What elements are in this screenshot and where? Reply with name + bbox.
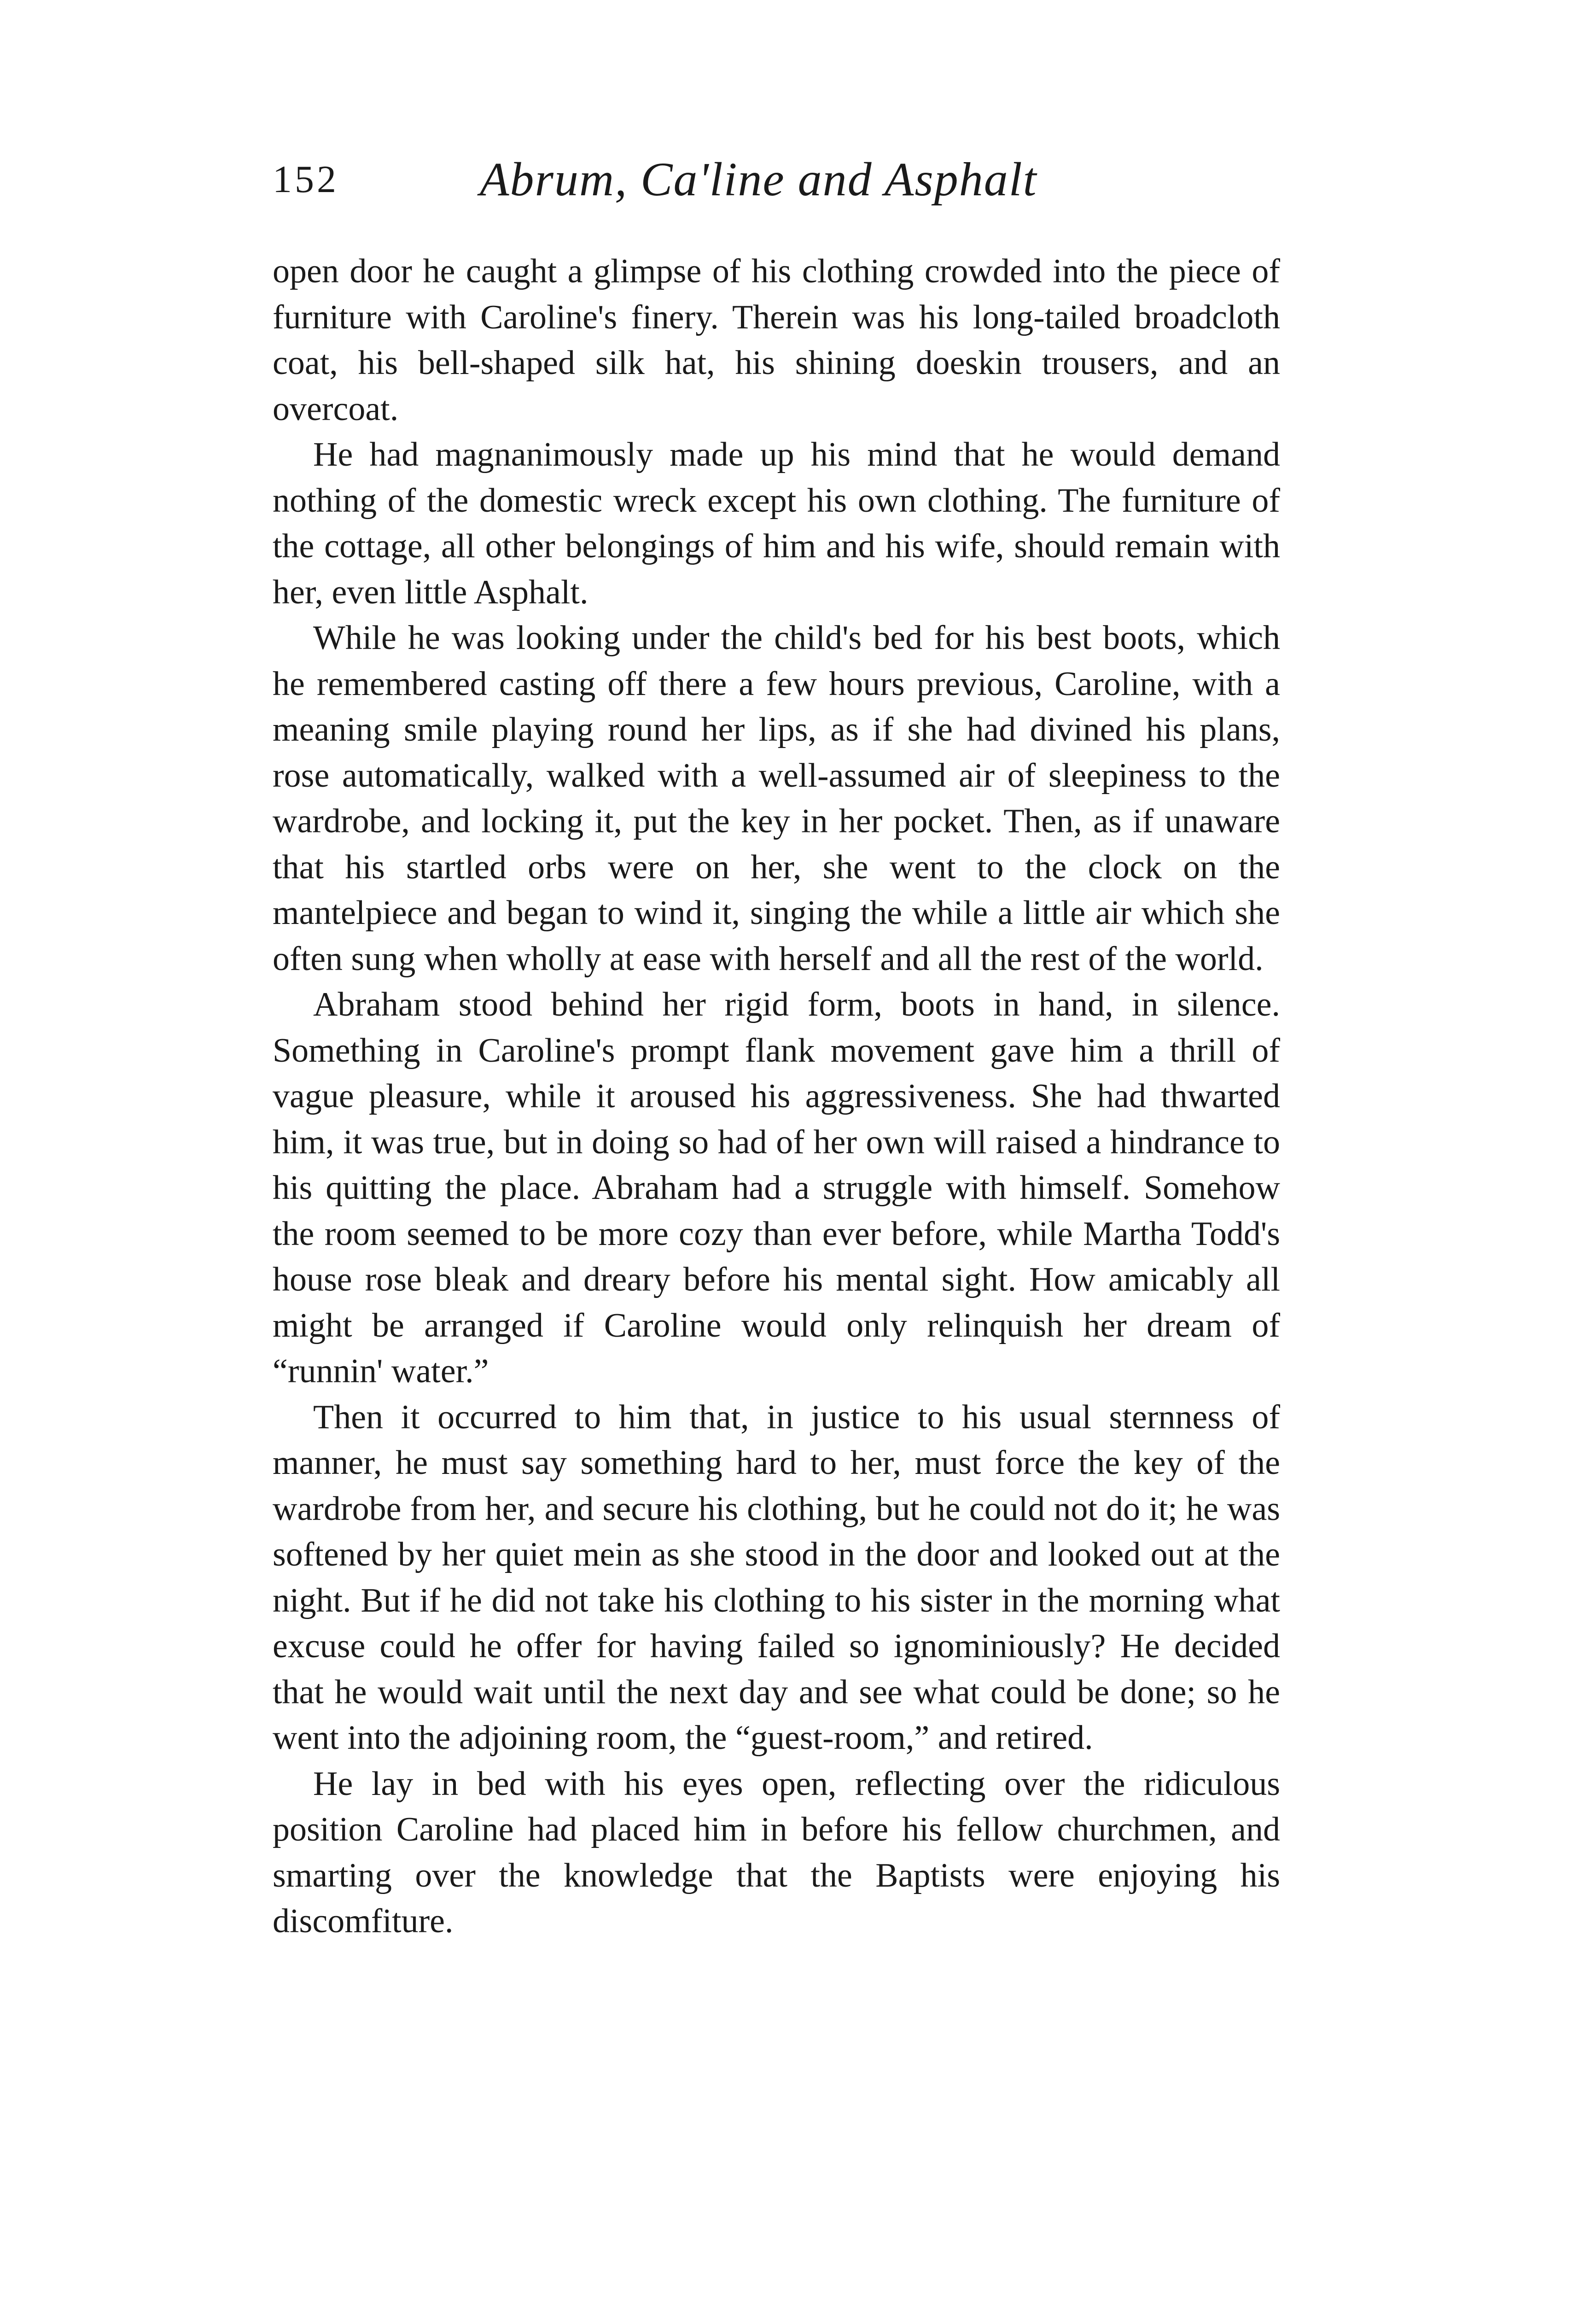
paragraph-5: Then it occurred to him that, in justice to his usual sternness of manner, he must say something hard to her, must force the key of the wardrobe from her, and secure his clothing, but he could not do it; he was softened by her quiet mein as she stood in the door and looked out at the night. But if he did not take his clothing to his sister in the morning what excuse could he offer for having failed so ignominiously? He decided that he would wait until the next day and see what could be done; so he went into the adjoining room, the “guest-room,” and retired.: [273, 1398, 1280, 1757]
paragraph-6: He lay in bed with his eyes open, reflecting over the ridiculous position Caroline had placed him in before his fellow churchmen, and smarting over the knowledge that the Baptists were enjoying his discomfiture.: [273, 1765, 1280, 1940]
paragraph-4: Abraham stood behind her rigid form, boots in hand, in silence. Something in Caroline's prompt flank movement gave him a thrill of vague pleasure, while it aroused his aggressiveness. She had thwarted him, it was true, but in doing so had of her own will raised a hindrance to his quitting the place. Abraham had a struggle with himself. Somehow the room seemed to be more cozy than ever before, while Martha Todd's house rose bleak and dreary before his mental sight. How amicably all might be arranged if Caroline would only relinquish her dream of “runnin' water.”: [273, 986, 1280, 1390]
body-text: [273, 249, 1280, 1945]
paragraph-3: While he was looking under the child's bed for his best boots, which he remembered casting off there a few hours previous, Caroline, with a meaning smile playing round her lips, as if she had divined his plans, rose automatically, walked with a well-assumed air of sleepiness to the wardrobe, and locking it, put the key in her pocket. Then, as if unaware that his startled orbs were on her, she went to the clock on the mantelpiece and began to wind it, singing the while a little air which she often sung when wholly at ease with herself and all the rest of the world.: [273, 619, 1280, 978]
running-head: [273, 147, 1286, 212]
page-number: 152: [273, 158, 339, 201]
paragraph-2: He had magnanimously made up his mind that he would demand nothing of the domestic wreck except his own clothing. The furniture of the cottage, all other belongings of him and his wife, should remain with her, even little Asphalt.: [273, 436, 1280, 611]
running-title: Abrum, Ca'line and Asphalt: [480, 153, 1037, 206]
paragraph-1: open door he caught a glimpse of his clothing crowded into the piece of furniture with Caroline's finery. Therein was his long-tailed broadcloth coat, his bell-shaped silk hat, his shining doeskin trousers, and an overcoat.: [273, 252, 1280, 428]
